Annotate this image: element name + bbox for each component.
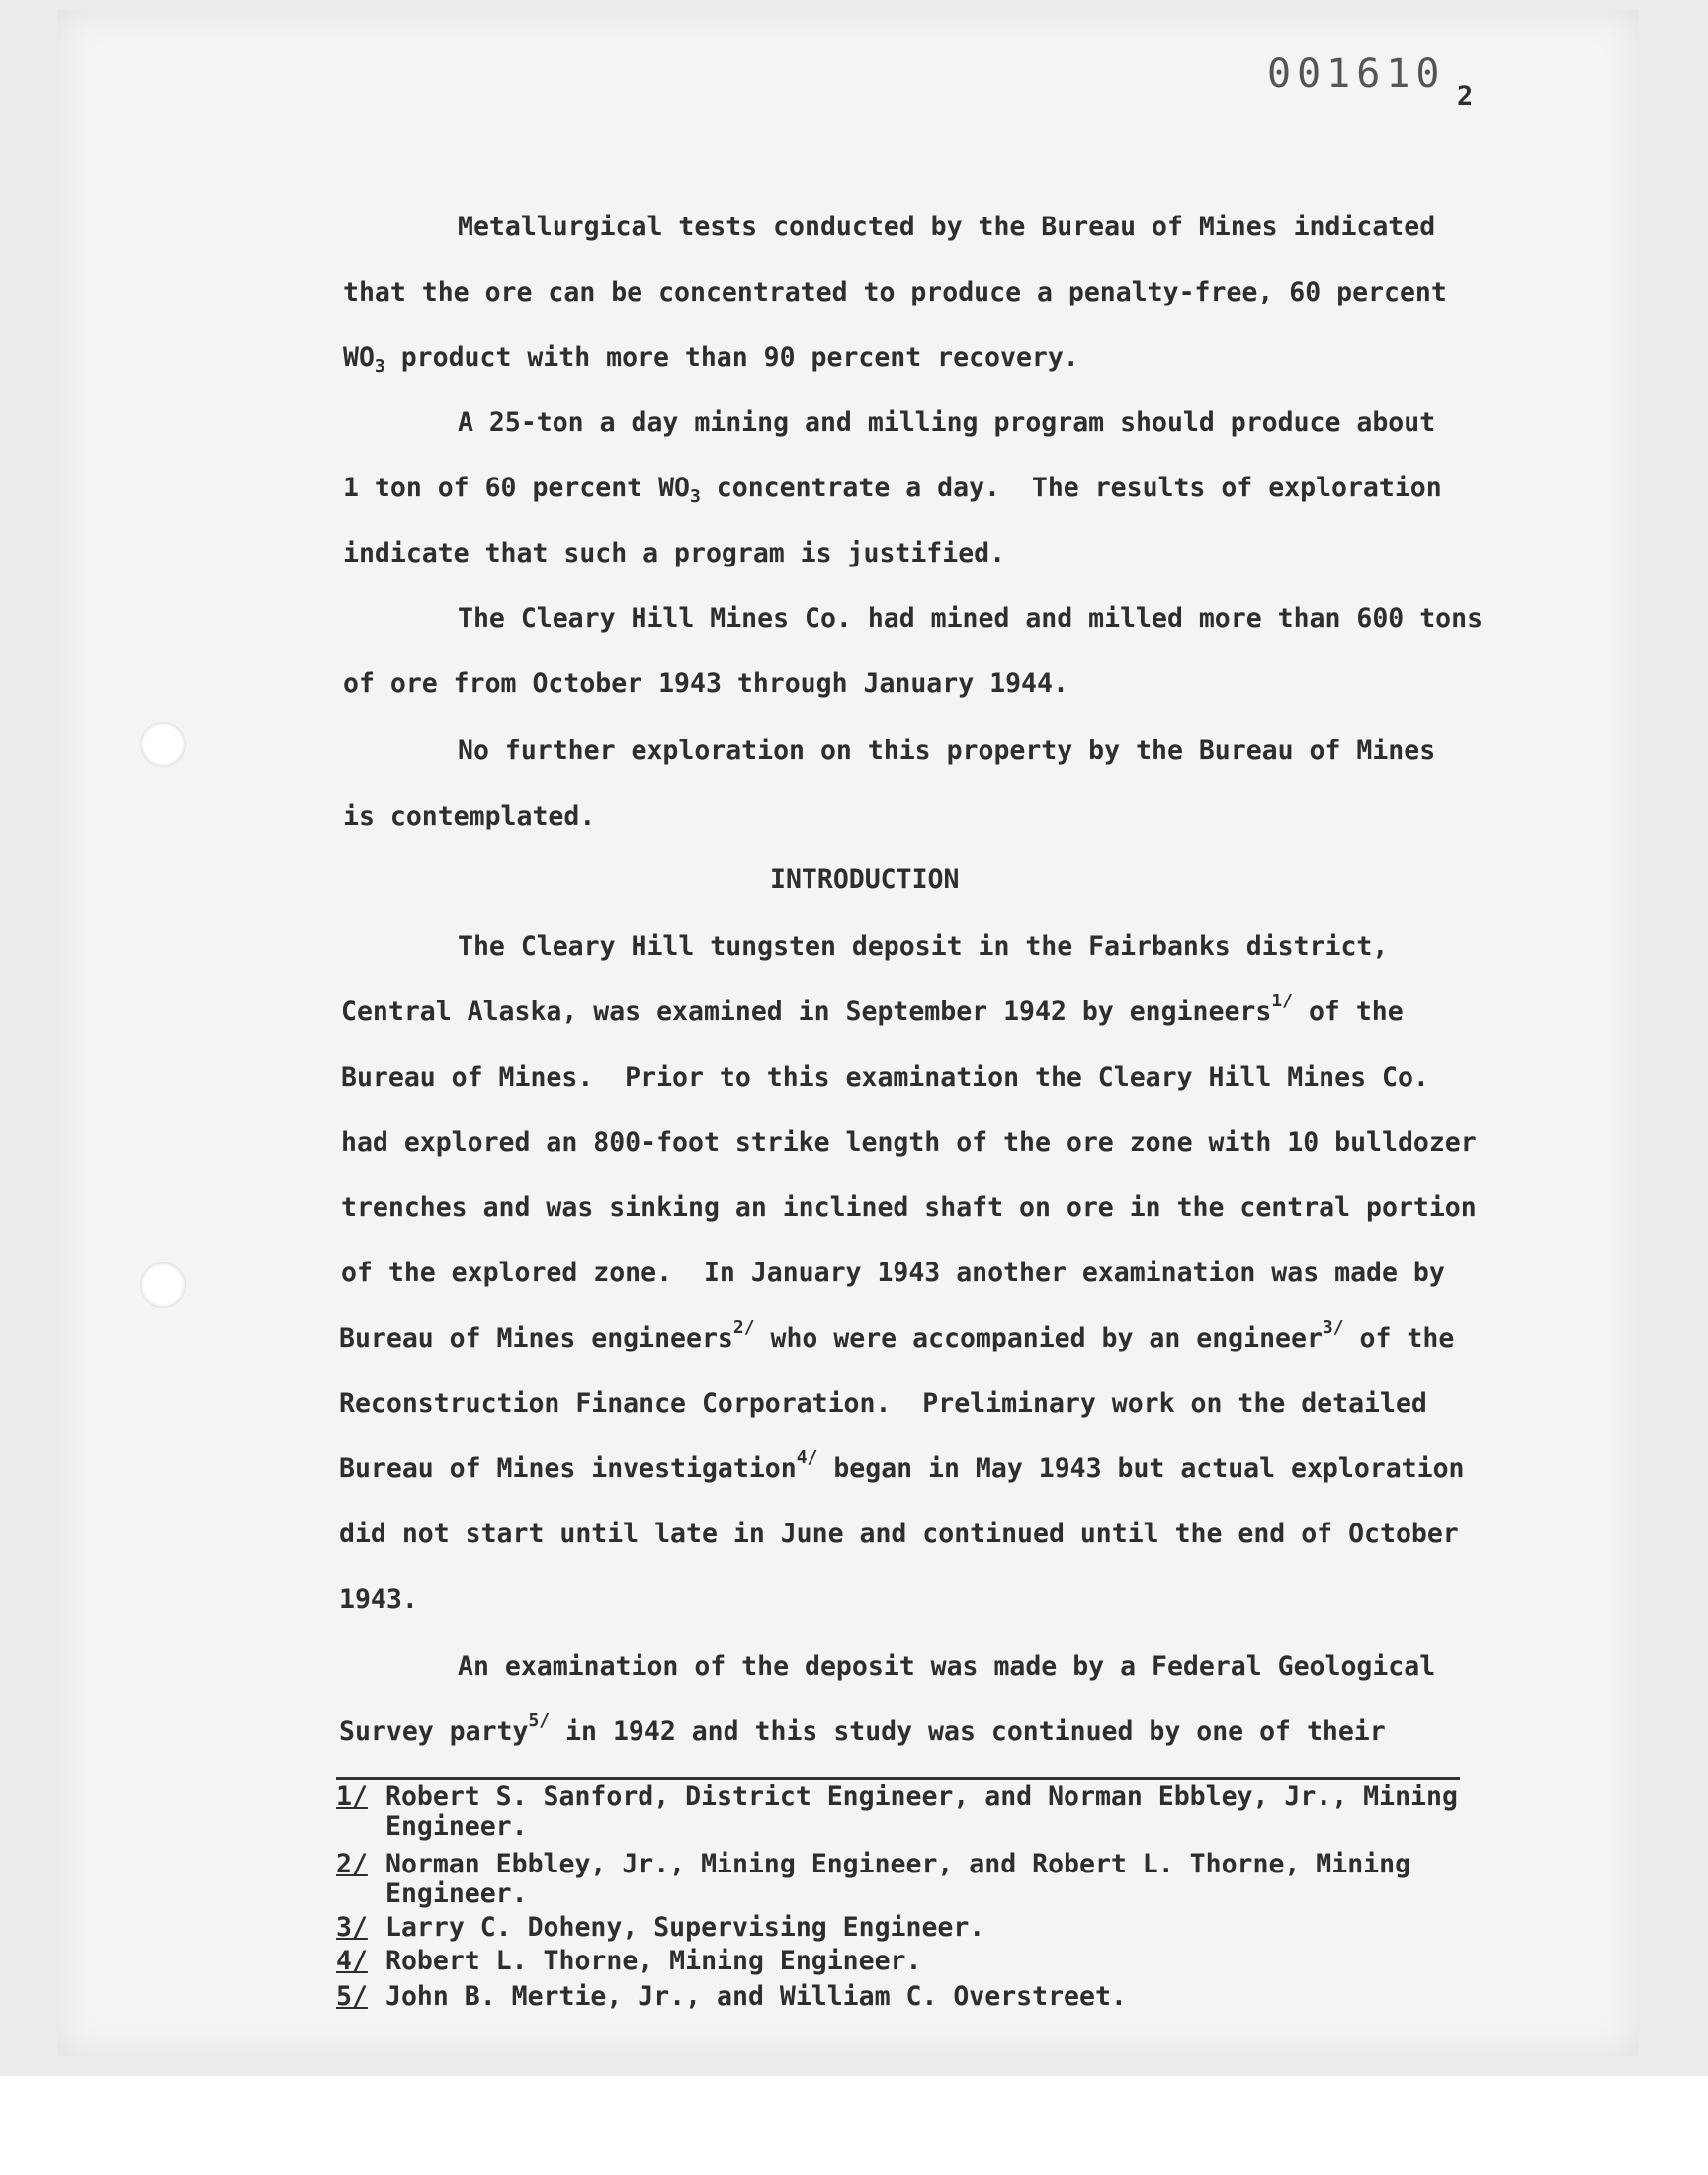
footnote: 2/ Norman Ebbley, Jr., Mining Engineer, and Robert L. Thorne, Mining <box>336 1849 1411 1879</box>
body-line: The Cleary Hill Mines Co. had mined and milled more than 600 tons <box>458 603 1484 634</box>
footnote: 3/ Larry C. Doheny, Supervising Engineer. <box>336 1912 985 1943</box>
body-line: Central Alaska, was examined in September 1942 by engineers$^{1/}$ of the <box>341 991 1404 1027</box>
body-line: indicate that such a program is justified. <box>343 538 1006 568</box>
document-page <box>57 10 1639 2056</box>
page-number: 2 <box>1457 81 1474 112</box>
footnote: 5/ John B. Mertie, Jr., and William C. Overstreet. <box>336 1981 1127 2012</box>
body-line: that the ore can be concentrated to produce a penalty-free, 60 percent <box>343 277 1447 307</box>
body-line: The Cleary Hill tungsten deposit in the Fairbanks district, <box>458 931 1389 962</box>
body-line: Bureau of Mines investigation$^{4/}$ began in May 1943 but actual exploration <box>339 1447 1465 1484</box>
body-line: of the explored zone. In January 1943 another examination was made by <box>341 1258 1445 1288</box>
body-line: 1 ton of 60 percent $WO_3$ concentrate a day. The results of exploration <box>343 473 1442 507</box>
body-line: $WO_3$ product with more than 90 percent recovery. <box>343 342 1079 377</box>
body-line: Bureau of Mines. Prior to this examination the Cleary Hill Mines Co. <box>341 1062 1429 1092</box>
footnote-reference: 4/ <box>796 1447 818 1468</box>
footnote-reference: 3/ <box>1322 1317 1344 1338</box>
footnote-reference: 2/ <box>732 1317 755 1338</box>
body-line: did not start until late in June and continued until the end of October <box>339 1519 1459 1549</box>
body-line: had explored an 800-foot strike length of the ore zone with 10 bulldozer <box>341 1127 1477 1158</box>
body-line: is contemplated. <box>343 801 596 831</box>
footnote-reference: 1/ <box>1271 991 1293 1011</box>
footnote: 1/ Robert S. Sanford, District Engineer, and Norman Ebbley, Jr., Mining <box>336 1782 1458 1812</box>
punch-hole-top <box>140 722 186 767</box>
document-stamp-number: 001610 <box>1267 51 1446 97</box>
body-line: 1943. <box>339 1584 418 1614</box>
footnote-continuation: Engineer. <box>385 1811 528 1842</box>
footnote-separator <box>336 1777 1460 1780</box>
punch-hole-bottom <box>140 1262 186 1308</box>
footnote-continuation: Engineer. <box>385 1878 528 1909</box>
body-line: Survey party$^{5/}$ in 1942 and this study was continued by one of their <box>339 1710 1386 1747</box>
body-line: Bureau of Mines engineers$^{2/}$ who were accompanied by an engineer$^{3/}$ of the <box>339 1317 1455 1353</box>
body-line: Reconstruction Finance Corporation. Preliminary work on the detailed <box>339 1388 1427 1419</box>
body-line: of ore from October 1943 through January 1944. <box>343 668 1068 699</box>
body-line: trenches and was sinking an inclined shaft on ore in the central portion <box>341 1192 1477 1223</box>
body-line: An examination of the deposit was made by a Federal Geological <box>458 1651 1436 1682</box>
body-line: A 25-ton a day mining and milling program should produce about <box>458 407 1436 438</box>
section-heading: INTRODUCTION <box>770 864 960 895</box>
body-line: No further exploration on this property by the Bureau of Mines <box>458 736 1436 766</box>
footnote-reference: 5/ <box>528 1710 551 1731</box>
body-line: Metallurgical tests conducted by the Bureau of Mines indicated <box>458 212 1436 242</box>
footnote: 4/ Robert L. Thorne, Mining Engineer. <box>336 1946 922 1976</box>
